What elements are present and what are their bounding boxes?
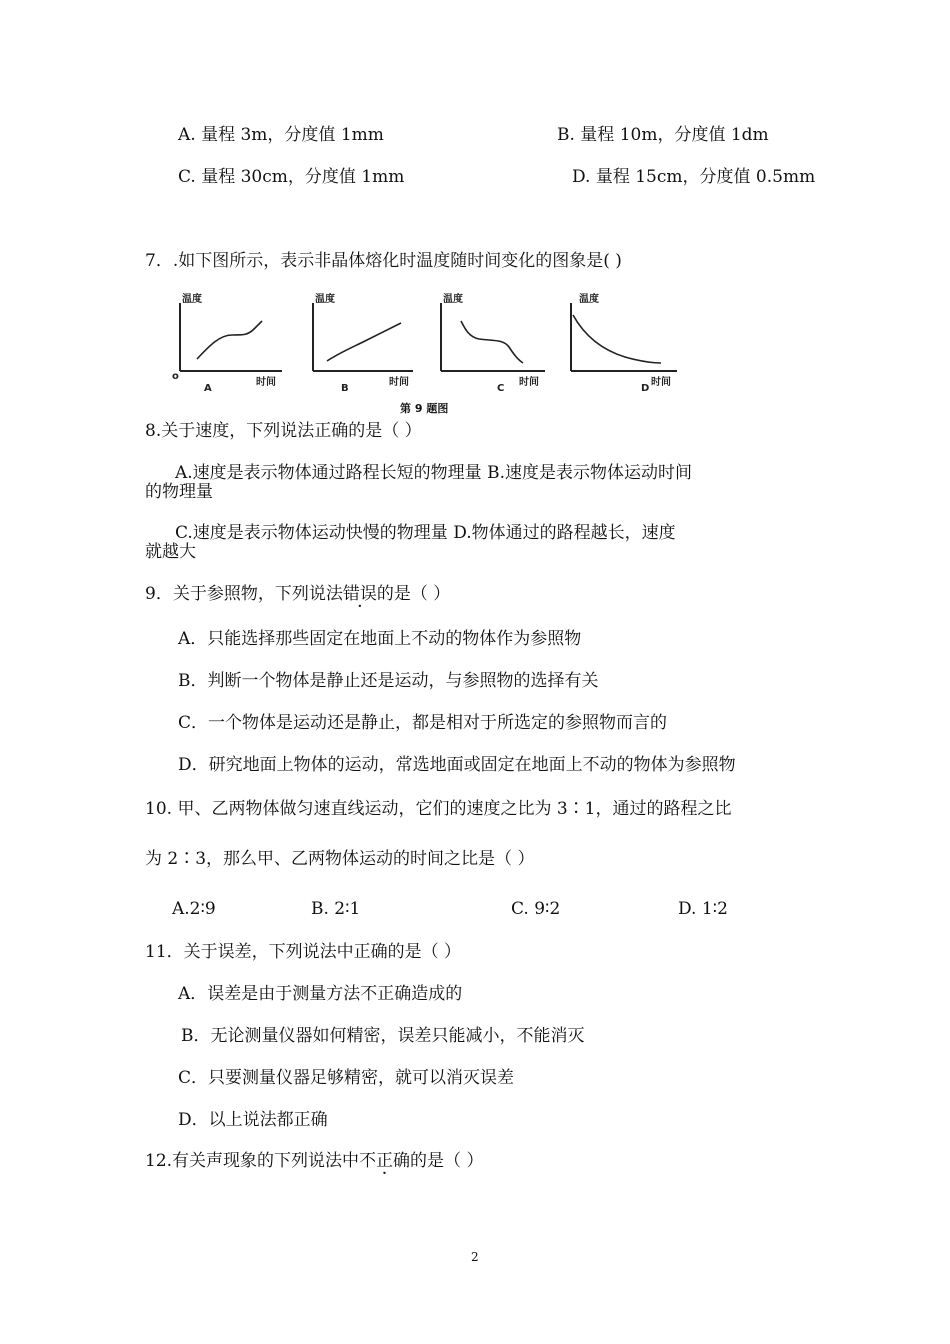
graph-b [305,293,423,394]
q10-option-b: B. 2∶1 [311,899,361,919]
q8-options-ab-line1: A.速度是表示物体通过路程长短的物理量 B.速度是表示物体运动时间 [175,463,692,483]
graph-d-ylabel: 温度 [579,294,599,305]
q9-stem-after: 的是（ ） [376,584,451,604]
q11-option-b: B．无论测量仪器如何精密，误差只能减小，不能消灭 [181,1026,585,1046]
q8-stem: 8.关于速度，下列说法正确的是（ ） [145,421,422,441]
q10-stem-line2: 为 2∶3，那么甲、乙两物体运动的时间之比是（ ） [145,849,535,869]
q8-options-cd-line2: 就越大 [145,542,196,562]
q9-option-a: A．只能选择那些固定在地面上不动的物体作为参照物 [178,629,582,649]
graph-b-curve [327,323,401,361]
graph-a [170,293,288,394]
graph-d-curve [573,315,661,363]
figure-caption: 第 9 题图 [400,402,449,415]
q10-option-c: C. 9∶2 [511,899,561,919]
q6-option-d: D. 量程 15cm，分度值 0.5mm [572,167,816,187]
graph-d [565,293,683,394]
graph-b-xlabel: 时间 [389,377,409,388]
q10-option-a: A.2∶9 [172,899,216,919]
q9-stem-before: 9．关于参照物，下列说法 [145,584,343,604]
graph-a-origin: o [172,371,179,382]
q11-option-a: A．误差是由于测量方法不正确造成的 [178,984,463,1004]
graph-c-ylabel: 温度 [443,294,463,305]
q8-options-ab-line2: 的物理量 [145,482,213,502]
graph-d-xlabel: 时间 [651,377,671,388]
q6-option-a: A. 量程 3m，分度值 1mm [178,125,384,145]
q9-option-c: C．一个物体是运动还是静止，都是相对于所选定的参照物而言的 [178,713,668,733]
q11-stem: 11．关于误差，下列说法中正确的是（ ） [145,942,462,962]
q9-option-b: B．判断一个物体是静止还是运动，与参照物的选择有关 [178,671,599,691]
q9-stem [145,583,450,605]
q7-stem: 7．.如下图所示，表示非晶体熔化时温度随时间变化的图象是( ) [145,251,622,271]
q12-stem-emphasis: 不正确 [359,1151,411,1171]
graph-a-xlabel: 时间 [256,377,276,388]
q11-option-d: D．以上说法都正确 [178,1110,328,1130]
q10-stem-line1: 10. 甲、乙两物体做匀速直线运动，它们的速度之比为 3∶1，通过的路程之比 [145,799,732,819]
graph-b-label: B [341,383,349,394]
q12-stem-before: 12.有关声现象的下列说法中 [145,1151,360,1171]
graph-a-label: A [204,383,212,394]
graph-d-label: D [641,383,650,394]
graph-a-ylabel: 温度 [182,294,202,305]
graph-c-label: C [497,383,505,394]
page-number: 2 [471,1250,479,1264]
q8-options-cd-line1: C.速度是表示物体运动快慢的物理量 D.物体通过的路程越长，速度 [175,523,676,543]
graph-b-ylabel: 温度 [315,294,335,305]
q9-option-d: D．研究地面上物体的运动，常选地面或固定在地面上不动的物体为参照物 [178,755,736,775]
graph-a-curve [197,321,262,359]
graph-c-xlabel: 时间 [519,377,539,388]
q11-option-c: C．只要测量仪器足够精密，就可以消灭误差 [178,1068,515,1088]
q6-option-b: B. 量程 10m，分度值 1dm [557,125,769,145]
graph-c [435,293,553,394]
q10-option-d: D. 1∶2 [678,899,728,919]
q6-option-c: C. 量程 30cm，分度值 1mm [178,167,405,187]
q12-stem [145,1150,483,1172]
q12-stem-after: 的是（ ） [410,1151,484,1171]
q9-stem-emphasis: 错误 [342,584,377,604]
graph-c-curve [461,321,523,363]
